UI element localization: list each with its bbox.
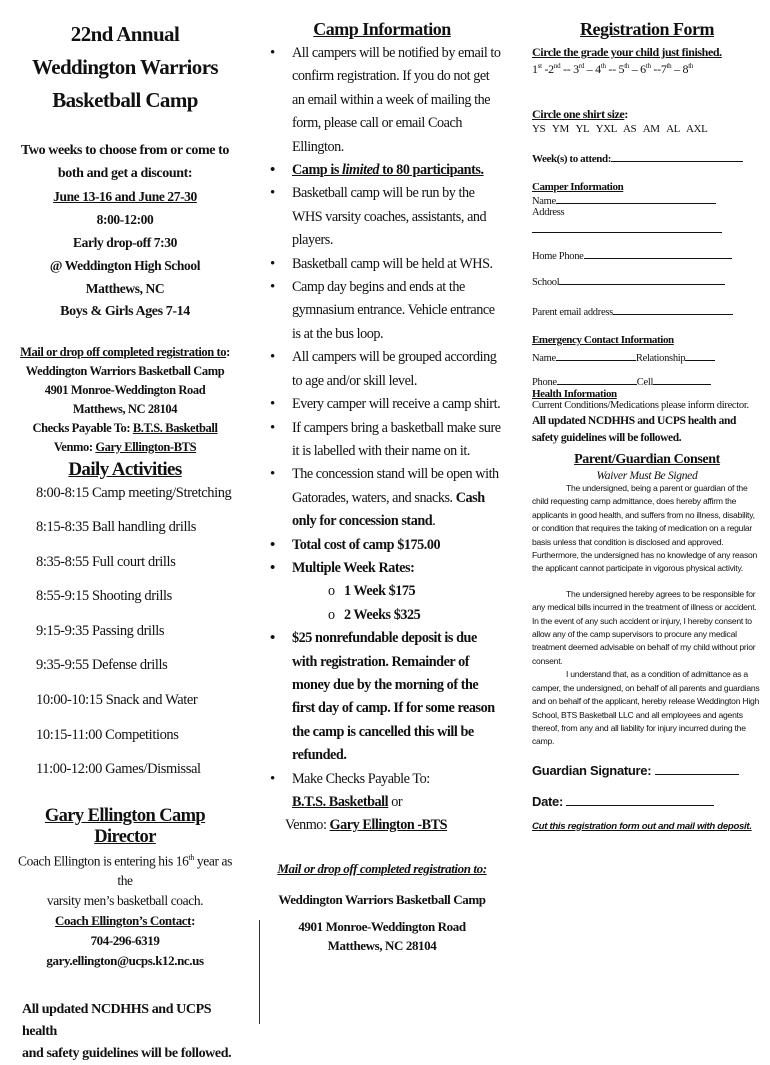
registration-title: Registration Form <box>580 19 714 39</box>
info-item: • If campers bring a basketball make sure it is labelled with their name on it. <box>262 417 502 464</box>
parent-email-field[interactable]: Parent email address <box>532 304 762 318</box>
director-title: Gary Ellington Camp Director <box>44 805 206 847</box>
activity-item: 10:15-11:00 Competitions <box>36 726 179 743</box>
health-heading: Health Information <box>532 388 617 400</box>
mail-heading: Mail or drop off completed registration to: <box>277 861 487 876</box>
camp-title <box>14 18 236 117</box>
checks-payable: Checks Payable To: B.T.S. Basketball <box>32 421 218 435</box>
info-item: • All campers will be grouped according to age and/or skill level. <box>262 346 502 393</box>
info-item: • Basketball camp will be run by the WHS varsity coaches, assistants, and players. <box>262 182 502 252</box>
mail-line: Weddington Warriors Basketball Camp <box>278 892 486 907</box>
activity-item: 8:15-8:35 Ball handling drills <box>36 519 196 535</box>
camp-dates: June 13-16 and June 27-30 <box>53 189 197 204</box>
rate-1-week: o 1 Week $175 <box>328 583 416 600</box>
title-line: Weddington Warriors <box>32 55 218 79</box>
activity-list <box>14 481 236 792</box>
info-item: • All campers will be notified by email to confirm registration. If you do not get an email within a week of mailing the form, please call or email Coach Ellington. <box>262 42 502 159</box>
intro-line: Two weeks to choose from or come to <box>20 143 229 158</box>
director-bio: Coach Ellington is entering his 16th year as the <box>18 852 232 889</box>
emergency-heading: Emergency Contact Information <box>532 334 674 346</box>
intro-line: both and get a discount: <box>57 166 193 181</box>
camp-information-title: Camp Information <box>313 19 451 39</box>
waiver-paragraph: The undersigned hereby agrees to be responsible for any medical bills incurred in the treatment of illness or accident. In the event of any such accident or injury, I hereby consent to allow any of the camp supervisors to procure any medical treatment deemed advisable on behalf of my child without prior consent. <box>532 588 757 666</box>
guidelines-note: All updated NCDHHS and UCPS health and safety guidelines will be followed. <box>532 415 736 444</box>
deposit-info: • $25 nonrefundable deposit is due with registration. Remainder of money due by the morning of the first day of camp. If for some reason the camp is cancelled this will be refunded. <box>262 627 502 767</box>
mail-line: 4901 Monroe-Weddington Road <box>298 919 466 934</box>
checks-payable-item: • Make Checks Payable To: <box>262 768 502 791</box>
checks-value: B.T.S. Basketball or <box>292 794 403 810</box>
consent-title: Parent/Guardian Consent <box>574 452 720 467</box>
name-field[interactable]: Name <box>532 193 762 207</box>
emergency-name-field[interactable]: Name Relationship <box>532 350 762 364</box>
camper-heading: Camper Information <box>532 181 624 193</box>
column-divider <box>259 920 260 1024</box>
guardian-signature-field[interactable]: Guardian Signature: <box>532 763 762 778</box>
left-column <box>14 0 236 1065</box>
title-line: 22nd Annual <box>70 22 180 46</box>
info-item: • The concession stand will be open with Gatorades, waters, and snacks. Cash only for concession stand. <box>262 463 502 533</box>
info-list <box>262 42 502 580</box>
daily-activities-title: Daily Activities <box>68 459 182 480</box>
contact-phone: 704-296-6319 <box>90 933 160 949</box>
waiver-title: Waiver Must Be Signed <box>596 470 698 482</box>
contact-email: gary.ellington@ucps.k12.nc.us <box>46 953 204 969</box>
footer-line: All updated NCDHHS and UCPS health <box>22 1002 212 1040</box>
director-bio-line2: varsity men’s basketball coach. <box>46 893 204 909</box>
date-field[interactable]: Date: <box>532 794 762 809</box>
activity-item: 9:35-9:55 Defense drills <box>36 657 168 674</box>
title-line: Basketball Camp <box>52 88 198 112</box>
address-field[interactable] <box>532 222 762 236</box>
waiver-paragraph: I understand that, as a condition of admittance as a camper, the undersigned, on behalf of all parents and guardians and on behalf of the applicant, hereby release Weddington High School, BTS Basketball LLC and all employees and agents thereof, from any and all liability for injury incurred during the camp. <box>532 669 760 747</box>
info-item: • Every camper will receive a camp shirt. <box>262 393 502 416</box>
grade-options[interactable]: 1st -2nd -- 3rd – 4th -- 5th – 6th --7th – 8th <box>532 62 694 76</box>
info-list-2 <box>262 627 502 791</box>
activity-item: 11:00-12:00 Games/Dismissal <box>36 761 201 778</box>
footer-line: and safety guidelines will be followed. <box>22 1046 232 1062</box>
mail-line: 4901 Monroe-Weddington Road <box>44 383 206 397</box>
emergency-phone-field[interactable]: Phone Cell <box>532 374 762 388</box>
address-label: Address <box>532 207 565 218</box>
camp-city: Matthews, NC <box>85 281 165 296</box>
info-item: • Camp is limited to 80 participants. <box>262 159 502 182</box>
activity-item: 8:35-8:55 Full court drills <box>36 553 176 570</box>
venmo: Venmo: Gary Ellington-BTS <box>53 440 197 454</box>
cut-instructions: Cut this registration form out and mail with deposit. <box>532 820 752 832</box>
info-item: • Basketball camp will be held at WHS. <box>262 253 502 276</box>
activity-item: 8:55-9:15 Shooting drills <box>36 588 172 605</box>
grade-label: Circle the grade your child just finished. <box>532 45 722 59</box>
venmo-value: Venmo: Gary Ellington -BTS <box>285 817 448 833</box>
school-field[interactable]: School <box>532 274 762 288</box>
contact-heading: Coach Ellington’s Contact: <box>54 913 196 929</box>
mail-line: Weddington Warriors Basketball Camp <box>25 364 225 378</box>
mail-heading: Mail or drop off completed registration to: <box>20 345 230 359</box>
home-phone-field[interactable]: Home Phone <box>532 248 762 262</box>
mail-line: Matthews, NC 28104 <box>327 938 437 953</box>
activity-item: 8:00-8:15 Camp meeting/Stretching <box>36 485 232 501</box>
early-dropoff: Early drop-off 7:30 <box>73 235 177 250</box>
camp-ages: Boys & Girls Ages 7-14 <box>60 304 190 319</box>
info-item: • Camp day begins and ends at the gymnasium entrance. Vehicle entrance is at the bus loop. <box>262 276 502 346</box>
mail-line: Matthews, NC 28104 <box>72 402 178 416</box>
multi-week-rates: • Multiple Week Rates: <box>262 557 502 580</box>
camp-time: 8:00-12:00 <box>96 212 154 227</box>
middle-column <box>262 0 502 955</box>
activity-item: 9:15-9:35 Passing drills <box>36 622 165 639</box>
shirt-label: Circle one shirt size: <box>532 107 628 121</box>
total-cost: • Total cost of camp $175.00 <box>262 534 502 557</box>
health-text: Current Conditions/Medications please inform director. <box>532 400 749 411</box>
registration-form <box>532 0 762 832</box>
waiver-paragraph: The undersigned, being a parent or guardian of the child requesting camp admittance, does hereby affirm the applicants in good health, and suffers from no illness, disability, or condition that requires the taking of medication on a regular basis unless that condition is disclosed and approved. Furthermore, the undersigned has no knowledge of any reason the applicant cannot participate in vigorous physical activity. <box>532 483 758 574</box>
camp-location: @ Weddington High School <box>49 258 201 273</box>
activity-item: 10:00-10:15 Snack and Water <box>36 691 198 708</box>
rate-2-weeks: o 2 Weeks $325 <box>328 606 421 623</box>
weeks-field[interactable]: Week(s) to attend: <box>532 151 762 165</box>
shirt-options[interactable]: YS YM YL YXL AS AM AL AXL <box>532 123 708 135</box>
